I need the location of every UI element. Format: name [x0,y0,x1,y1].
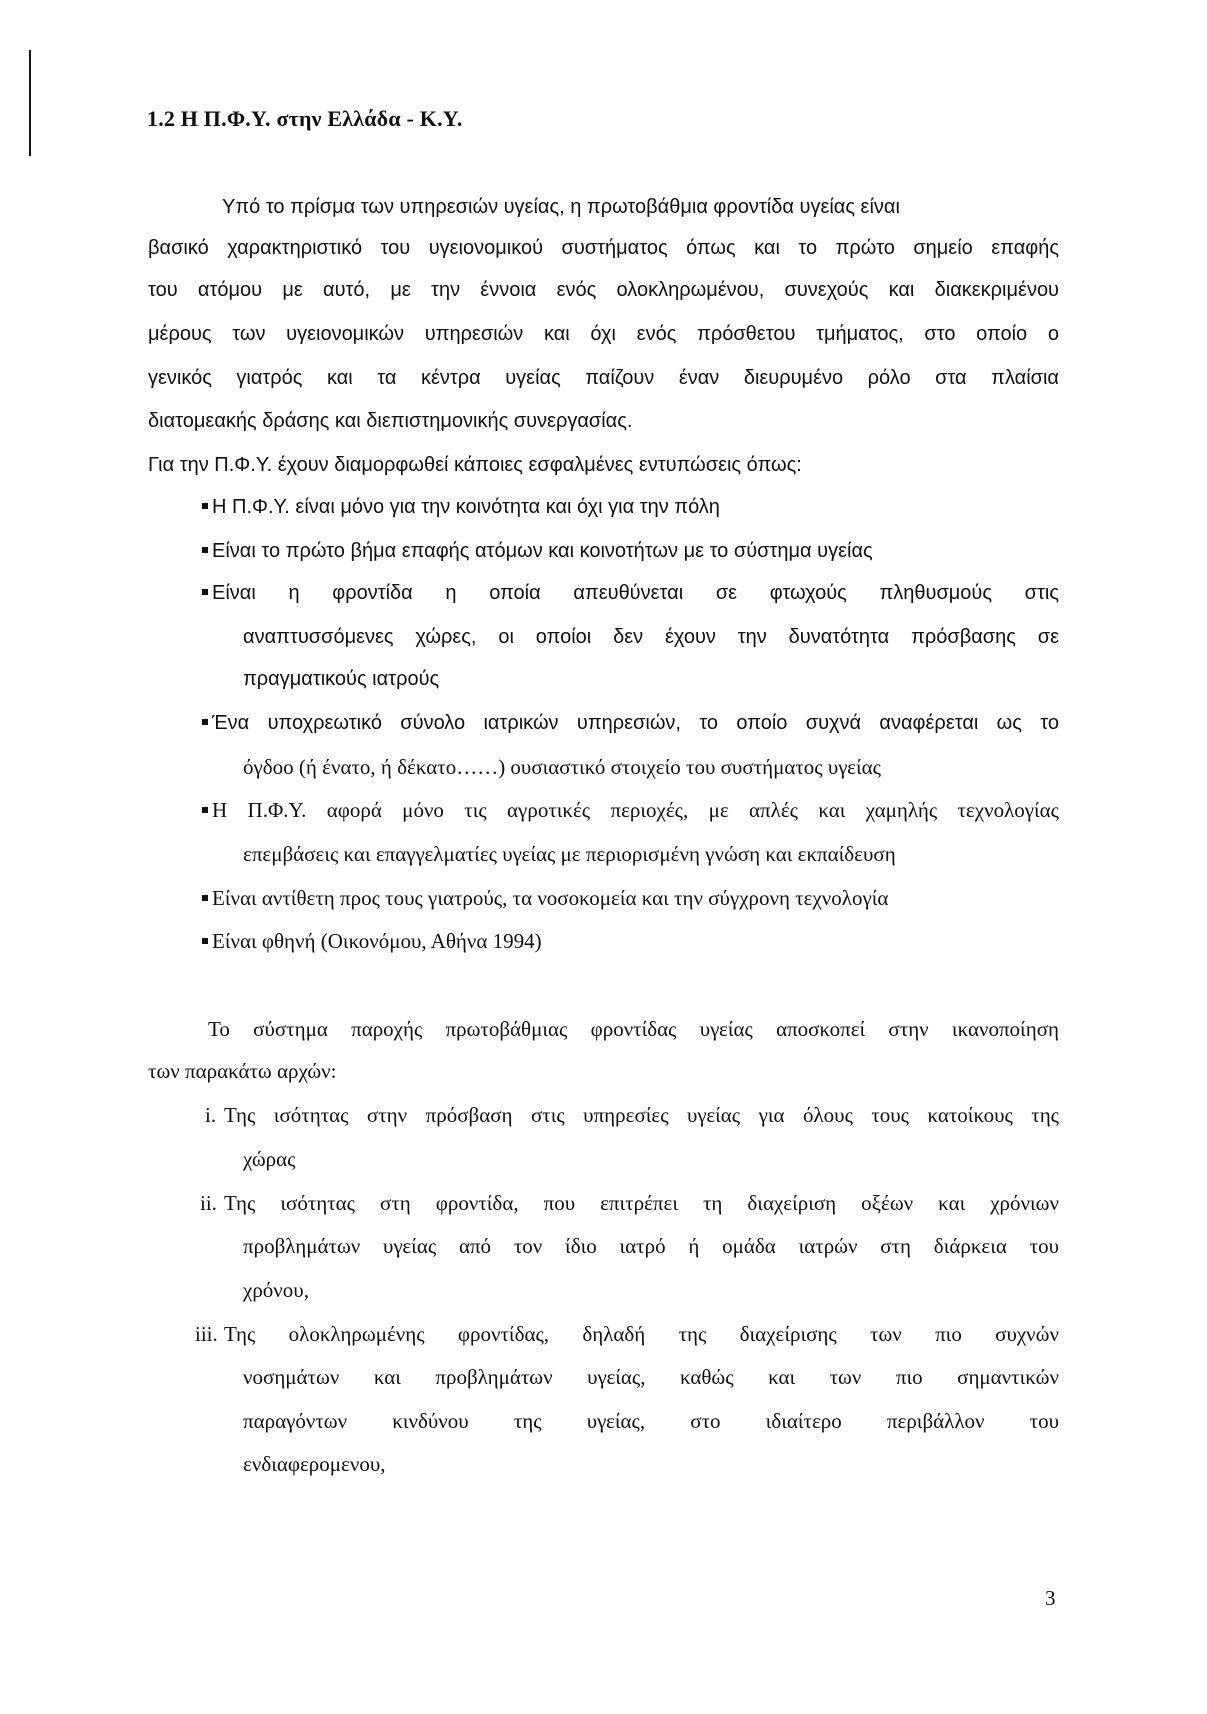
list-item-text: Η Π.Φ.Υ. αφορά μόνο τις αγροτικές περιοχές, με απλές και χαμηλής τεχνολογίας [212,798,1059,822]
intro-line: μέρους των υγειονομικών υπηρεσιών και όχι ενός πρόσθετου τμήματος, στο οποίο ο [148,323,1059,345]
list-item-continuation: ενδιαφερομενου, [243,1452,386,1476]
list-item-continuation: όγδοο (ή ένατο, ή δέκατο……) ουσιαστικό στοιχείο του συστήματος υγείας [243,755,881,779]
list-item [202,796,1059,824]
list-item-continuation: νοσημάτων και προβλημάτων υγείας, καθώς και των πιο σημαντικών [243,1365,1059,1389]
list-marker: ii. [200,1191,217,1215]
list-item-continuation: προβλημάτων υγείας από τον ίδιο ιατρό ή ομάδα ιατρών στη διάρκεια του [243,1234,1059,1258]
intro-line: διατομεακής δράσης και διεπιστημονικής συνεργασίας. [148,410,633,432]
intro-line: του ατόμου με αυτό, με την έννοια ενός ολοκληρωμένου, συνεχούς και διακεκριμένου [148,279,1059,301]
list-item [202,537,873,565]
principles-intro-line: των παρακάτω αρχών: [148,1059,337,1083]
list-item-continuation: χώρας [243,1147,296,1171]
bullet-icon [202,589,208,595]
list-item-text: Είναι η φροντίδα η οποία απευθύνεται σε φτωχούς πληθυσμούς στις [212,582,1059,604]
list-item-text: Ένα υποχρεωτικό σύνολο ιατρικών υπηρεσιών, το οποίο συχνά αναφέρεται ως το [212,712,1059,734]
list-marker: iii. [195,1322,218,1346]
list-item [202,709,1059,737]
list-item [202,493,720,521]
list-marker: i. [205,1103,217,1127]
list-item-continuation: αναπτυσσόμενες χώρες, οι οποίοι δεν έχουν την δυνατότητα πρόσβασης σε [243,626,1059,648]
bullet-icon [202,807,208,813]
bullet-icon [202,938,208,944]
bullet-icon [202,719,208,725]
list-item-continuation: παραγόντων κινδύνου της υγείας, στο ιδιαίτερο περιβάλλον του [243,1409,1059,1433]
misconceptions-intro: Για την Π.Φ.Υ. έχουν διαμορφωθεί κάποιες εσφαλμένες εντυπώσεις όπως: [148,454,802,476]
list-item [202,884,888,912]
margin-rule [29,50,31,156]
bullet-icon [202,503,208,509]
intro-line: βασικό χαρακτηριστικό του υγειονομικού συστήματος όπως και το πρώτο σημείο επαφής [148,237,1059,259]
list-item-continuation: χρόνου, [243,1278,309,1302]
list-item-continuation: επεμβάσεις και επαγγελματίες υγείας με περιορισμένη γνώση και εκπαίδευση [243,842,896,866]
bullet-icon [202,547,208,553]
list-item-text: Της ολοκληρωμένης φροντίδας, δηλαδή της διαχείρισης των πιο συχνών [224,1322,1059,1346]
list-item-text: Η Π.Φ.Υ. είναι μόνο για την κοινότητα και όχι για την πόλη [212,496,720,518]
list-item-text: Είναι φθηνή (Οικονόμου, Αθήνα 1994) [212,929,542,953]
bullet-icon [202,895,208,901]
page-number: 3 [1045,1586,1056,1610]
list-item-text: Είναι το πρώτο βήμα επαφής ατόμων και κοινοτήτων με το σύστημα υγείας [212,540,873,562]
section-heading: 1.2 Η Π.Φ.Υ. στην Ελλάδα - Κ.Υ. [147,106,463,131]
list-item-continuation: πραγματικούς ιατρούς [243,668,440,690]
principles-intro-line: Το σύστημα παροχής πρωτοβάθμιας φροντίδας υγείας αποσκοπεί στην ικανοποίηση [208,1017,1059,1041]
list-item [202,579,1059,607]
intro-line: Υπό το πρίσμα των υπηρεσιών υγείας, η πρωτοβάθμια φροντίδα υγείας είναι [222,196,900,218]
list-item-text: Της ισότητας στην πρόσβαση στις υπηρεσίες υγείας για όλους τους κατοίκους της [224,1103,1059,1127]
list-item-text: Της ισότητας στη φροντίδα, που επιτρέπει τη διαχείριση οξέων και χρόνιων [224,1191,1059,1215]
list-item-text: Είναι αντίθετη προς τους γιατρούς, τα νοσοκομεία και την σύγχρονη τεχνολογία [212,886,889,910]
list-item [202,927,542,955]
intro-line: γενικός γιατρός και τα κέντρα υγείας παίζουν έναν διευρυμένο ρόλο στα πλαίσια [148,367,1059,389]
